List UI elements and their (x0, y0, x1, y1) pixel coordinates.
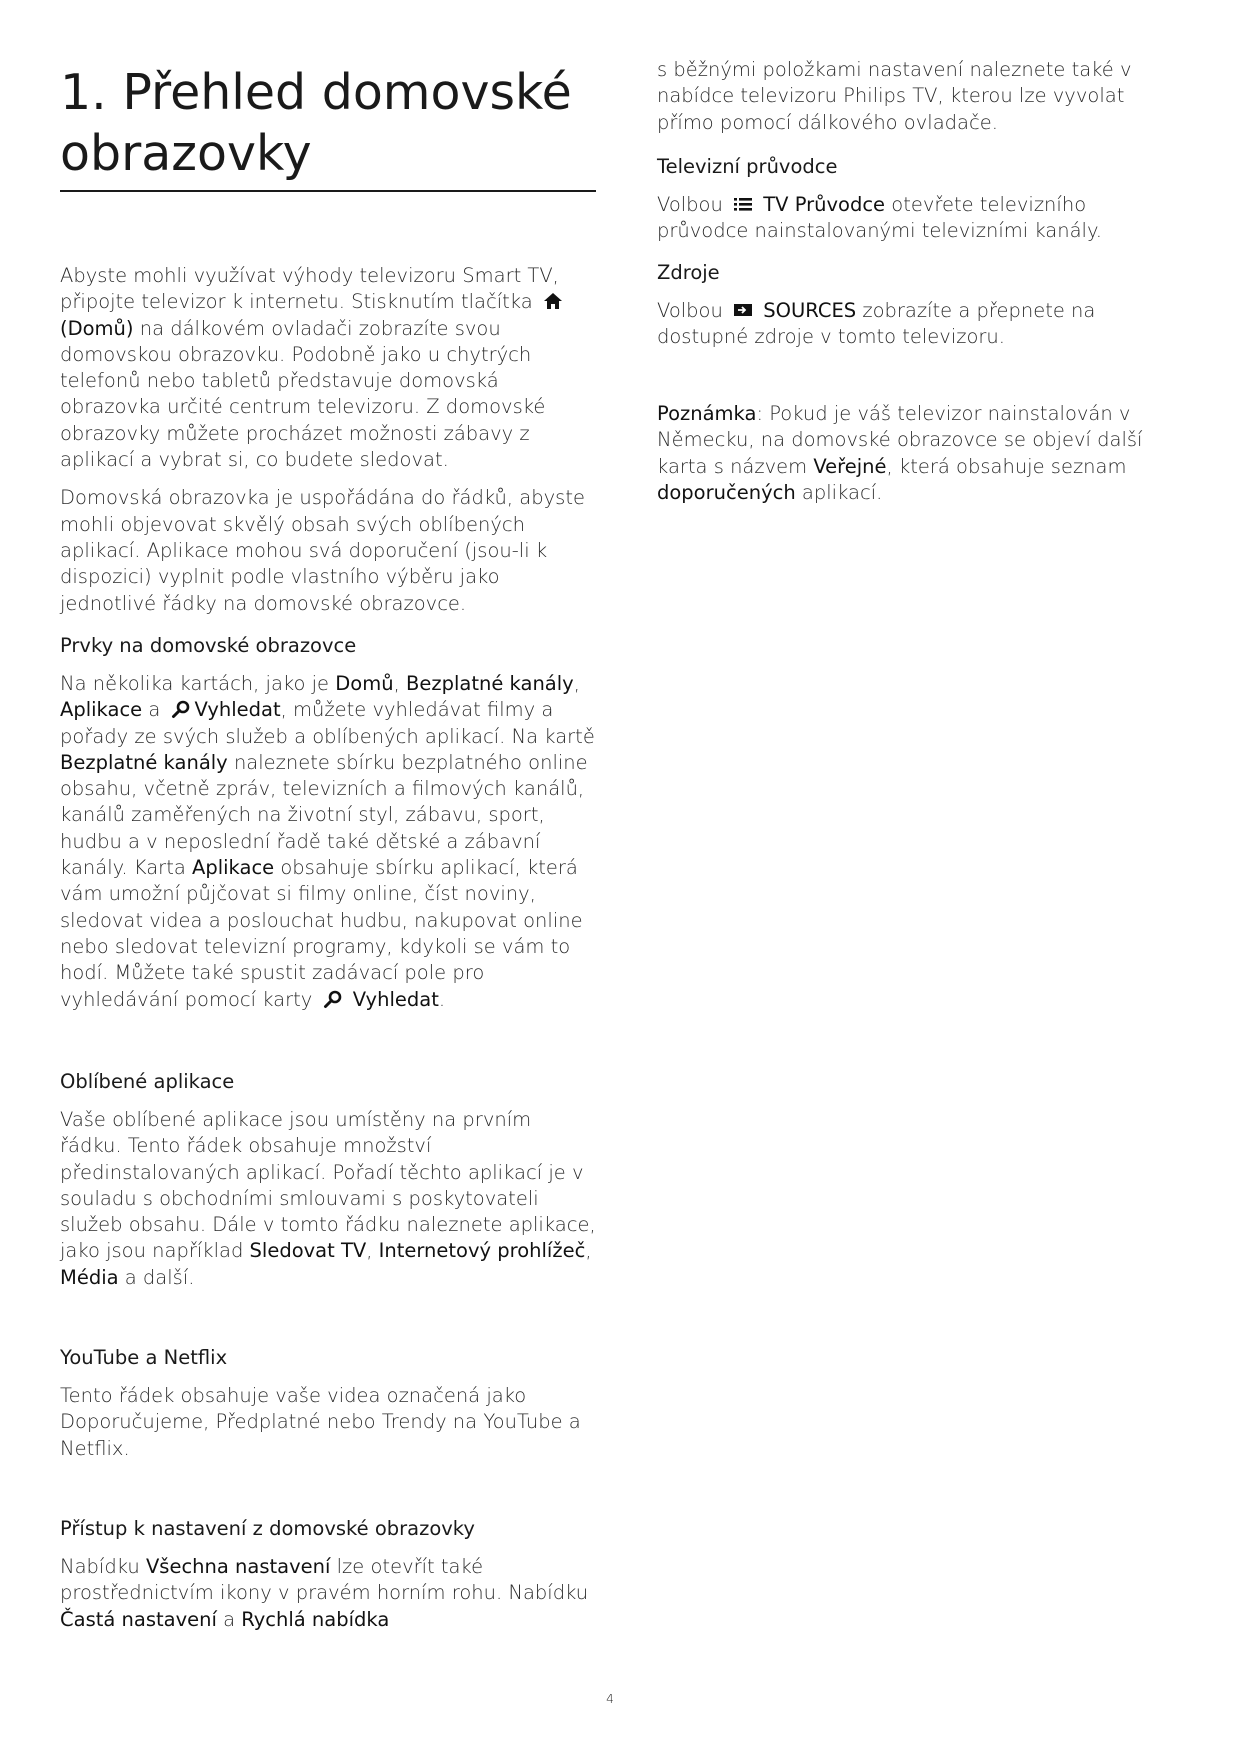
sources-icon (733, 300, 753, 320)
search-icon (171, 699, 191, 719)
tv-guide-heading: Televizní průvodce (657, 155, 838, 178)
page-title (60, 62, 596, 184)
intro-section (60, 263, 596, 617)
favorite-apps-heading: Oblíbené aplikace (60, 1070, 235, 1093)
sources-heading: Zdroje (657, 261, 720, 284)
settings-access-section (60, 1516, 596, 1633)
sources-section (657, 260, 1177, 351)
home-icon (543, 291, 563, 311)
home-elements-section (60, 633, 596, 1013)
tv-guide-icon (733, 194, 753, 214)
sources-text: Volbou SOURCES zobrazíte a přepnete na dostupné zdroje v tomto televizoru. (657, 299, 1096, 349)
page-number: 4 (606, 1692, 614, 1706)
continuation-text: s běžnými položkami nastavení naleznete také v nabídce televizoru Philips TV, kterou lze vyvolat přímo pomocí dálkového ovladače. (657, 58, 1132, 134)
favorite-apps-section (60, 1069, 596, 1291)
tv-guide-section (657, 154, 1177, 245)
youtube-netflix-section (60, 1345, 596, 1462)
intro-paragraph-2: Domovská obrazovka je uspořádána do řádků, abyste mohli objevovat skvělý obsah svých oblíbených aplikací. Aplikace mohou svá doporučení (jsou-li k dispozici) vyplnit podle vlastního výběru jako jednotlivé řádky na domovské obrazovce. (60, 486, 585, 615)
settings-access-heading: Přístup k nastavení z domovské obrazovky (60, 1517, 475, 1540)
title-line-1: 1. Přehled domovské (60, 64, 572, 121)
note-section (657, 401, 1177, 506)
title-underline (60, 190, 596, 192)
home-elements-text: Na několika kartách, jako je Domů, Bezplatné kanály, Aplikace a Vyhledat, můžete vyhledávat filmy a pořady ze svých služeb a oblíbených aplikací. Na kartě Bezplatné kanály naleznete sbírku bezplatného online obsahu, včetně zpráv, televizních a filmových kanálů, kanálů zaměřených na životní styl, zábavu, sport, hudbu a v neposlední řadě také dětské a zábavní kanály. Karta Aplikace obsahuje sbírku aplikací, která vám umožní půjčovat si filmy online, číst noviny, sledovat videa a poslouchat hudbu, nakupovat online nebo sledovat televizní programy, kdykoli se vám to hodí. Můžete také spustit zadávací pole pro vyhledávání pomocí karty Vyhledat. (60, 672, 595, 1011)
continuation-section (657, 57, 1177, 136)
tv-guide-text: Volbou TV Průvodce otevřete televizního průvodce nainstalovanými televizními kanály. (657, 193, 1102, 243)
settings-access-text: Nabídku Všechna nastavení lze otevřít také prostřednictvím ikony v pravém horním rohu. Nabídku Častá nastavení a Rychlá nabídka (60, 1555, 589, 1631)
search-icon (323, 989, 343, 1009)
home-elements-heading: Prvky na domovské obrazovce (60, 634, 357, 657)
favorite-apps-text: Vaše oblíbené aplikace jsou umístěny na prvním řádku. Tento řádek obsahuje množství předinstalovaných aplikací. Pořadí těchto aplikací je v souladu s obchodními smlouvami s poskytovateli služeb obsahu. Dále v tomto řádku naleznete aplikace, jako jsou například Sledovat TV, Internetový prohlížeč, Média a další. (60, 1108, 596, 1289)
intro-paragraph-1: Abyste mohli využívat výhody televizoru Smart TV, připojte televizor k internetu. Stisknutím tlačítka (Domů) na dálkovém ovladači zobrazíte svou domovskou obrazovku. Podobně jako u chytrých telefonů nebo tabletů představuje domovská obrazovka určité centrum televizoru. Z domovské obrazovky můžete procházet možnosti zábavy z aplikací a vybrat si, co budete sledovat. (60, 263, 596, 473)
title-line-2: obrazovky (60, 125, 312, 182)
youtube-netflix-text: Tento řádek obsahuje vaše videa označená jako Doporučujeme, Předplatné nebo Trendy na YouTube a Netflix. (60, 1384, 581, 1460)
note-text: Poznámka: Pokud je váš televizor nainstalován v Německu, na domovské obrazovce se objeví další karta s názvem Veřejné, která obsahuje seznam doporučených aplikací. (657, 402, 1143, 504)
youtube-netflix-heading: YouTube a Netflix (60, 1346, 228, 1369)
